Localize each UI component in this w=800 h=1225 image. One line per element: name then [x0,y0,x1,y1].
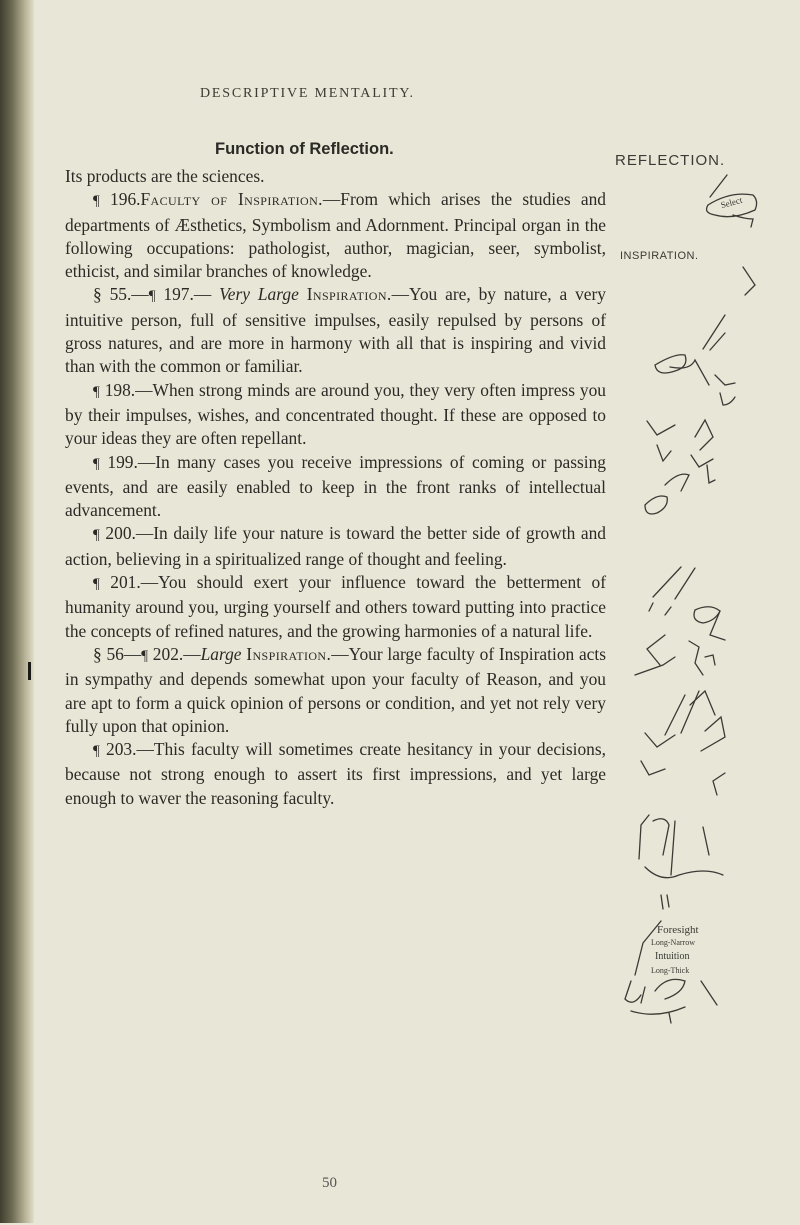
diagram-connector-line [710,175,727,197]
paragraph-number: 202. [152,643,184,664]
diagram-stroke [689,641,703,675]
book-binding-edge [0,0,34,1223]
diagram-label-select: Select [719,194,744,211]
diagram-stroke [631,1007,685,1014]
diagram-stroke [705,655,715,665]
paragraph-199 [65,451,606,523]
diagram-stroke [645,733,675,747]
paragraph-196 [65,188,606,283]
diagram-label-inspiration: INSPIRATION. [620,250,699,262]
diagram-oval [645,496,667,514]
running-head: DESCRIPTIVE MENTALITY. [200,86,415,101]
paragraph-text: —In daily life your nature is toward the better side of growth and action, believing in a spiritualized range of thought and feeling. [65,523,606,569]
paragraph-number: 197. [163,284,194,305]
diagram-stroke [669,1013,671,1023]
diagram-stroke [625,981,641,1002]
section-number: § 56— [93,643,142,664]
paragraph-text: —You should exert your influence toward the betterment of humanity around you, urging yourself and others toward putting into practice the concepts of refined natures, and the growing harmonies of a natural life. [65,572,606,641]
diagram-stroke [703,315,725,349]
diagram-stroke [649,603,653,611]
diagram-label-reflection: REFLECTION. [615,152,726,169]
diagram-stroke [665,695,685,735]
paragraph-text: —When strong minds are around you, they very often impress you by their impulses, wishes, and concentrated thought. If these are opposed to your ideas they are often repellant. [65,379,606,449]
pilcrow: ¶ [148,288,156,305]
binding-mark [28,662,31,680]
diagram-stroke [691,455,713,467]
body-text [65,165,606,810]
diagram-label-intuition: Intuition [655,951,690,962]
paragraph-number: 198. [104,379,136,400]
paragraph-italic: Very Large [219,284,299,305]
paragraph-197: § 55.—¶ 197.— Very Large Inspiration.—You are, by nature, a very intuitive person, full of sensitive impulses, easily repulsed by persons of gross natures, and are more in harmony with all that is inspiring and vivid than with the common or familiar. [65,284,607,377]
diagram-stroke [671,821,675,875]
diagram-oval [655,355,686,373]
section-title: Function of Reflection. [215,140,394,158]
diagram-stroke [647,635,665,665]
paragraph-text: —Your large faculty of Inspiration acts in sympathy and depends somewhat upon your faculty of Reason, and you are apt to form a quick opinion of persons or condition, and yet not rely very fully upon that opinion. [65,643,606,736]
paragraph-198 [65,379,606,451]
diagram-stroke [667,895,669,907]
page-number: 50 [322,1175,337,1191]
diagram-label-foresight: Foresight [657,924,699,936]
pilcrow: ¶ [93,455,100,472]
diagram-stroke [639,815,649,859]
diagram-stroke [661,895,663,909]
lead-sentence: Its products are the sciences. [65,166,265,186]
pilcrow: ¶ [141,647,149,664]
diagram-stroke [675,568,695,599]
pilcrow: ¶ [93,576,100,593]
diagram-stroke [653,567,681,597]
pilcrow: ¶ [93,743,100,760]
paragraph-201 [65,571,606,643]
paragraph-number: 196. [110,189,141,210]
paragraph-heading: Inspiration. [306,284,392,305]
diagram-stroke [713,773,725,795]
paragraph-number: 203. [106,739,137,760]
paragraph-text: —In many cases you receive impressions of coming or passing events, and are easily enabled to keep in the front ranks of intellectual advancement. [65,451,606,521]
diagram-stroke [703,827,709,855]
diagram-label-long-thick: Long-Thick [651,966,690,975]
diagram-stroke [701,717,725,751]
paragraph-number: 200. [105,523,136,544]
diagram-stroke [655,979,685,999]
paragraph-text: —This faculty will sometimes create hesitancy in your decisions, because not strong enough to assert its first impressions, and yet large enough to waver the reasoning faculty. [65,739,606,808]
diagram-stroke [645,867,723,878]
paragraph-203 [65,738,606,810]
diagram-stroke [647,421,675,435]
diagram-stroke [657,445,671,461]
pilcrow: ¶ [93,383,100,400]
paragraph-number: 199. [107,451,138,472]
paragraph-200 [65,522,606,571]
diagram-stroke [665,607,671,615]
diagram-stroke [641,761,665,775]
paragraph-number: 201. [110,572,141,593]
paragraph-text: —You are, by nature, a very intuitive person, full of sensitive impulses, easily repulsed by persons of gross natures, and are more in harmony with all that is inspiring and vivid than with the common or familiar. [65,284,607,377]
paragraph-text: —From which arises the studies and departments of Æsthetics, Symbolism and Adornment. Principal organ in the following occupations: pathologist, author, magician, seer, symbolist, ethicist, and similar branches of knowledge. [65,189,606,282]
diagram-stroke [670,360,709,385]
diagram-stroke [695,420,713,450]
hand-drawn-diagram [605,135,800,1225]
diagram-hook [733,215,753,227]
diagram-stroke [665,474,689,491]
pilcrow: ¶ [93,527,100,544]
diagram-stroke [720,393,735,405]
diagram-stroke [710,611,725,640]
section-number: § 55.— [93,284,149,305]
paragraph-heading: Inspiration. [246,643,332,664]
paragraph-heading: Faculty of Inspiration. [140,189,323,210]
diagram-stroke [701,981,717,1005]
diagram-stroke [653,819,669,855]
paragraph-italic: Large [200,643,242,664]
diagram-stroke [707,465,715,483]
diagram-label-long-narrow: Long-Narrow [651,938,695,947]
diagram-stroke [743,267,755,295]
diagram-stroke [715,375,735,385]
paragraph-202: § 56—¶ 202.—Large Inspiration.—Your large faculty of Inspiration acts in sympathy and depends somewhat upon your faculty of Reason, and you are apt to form a quick opinion of persons or condition, and yet not rely very fully upon that opinion. [65,643,606,736]
pilcrow: ¶ [93,193,100,210]
